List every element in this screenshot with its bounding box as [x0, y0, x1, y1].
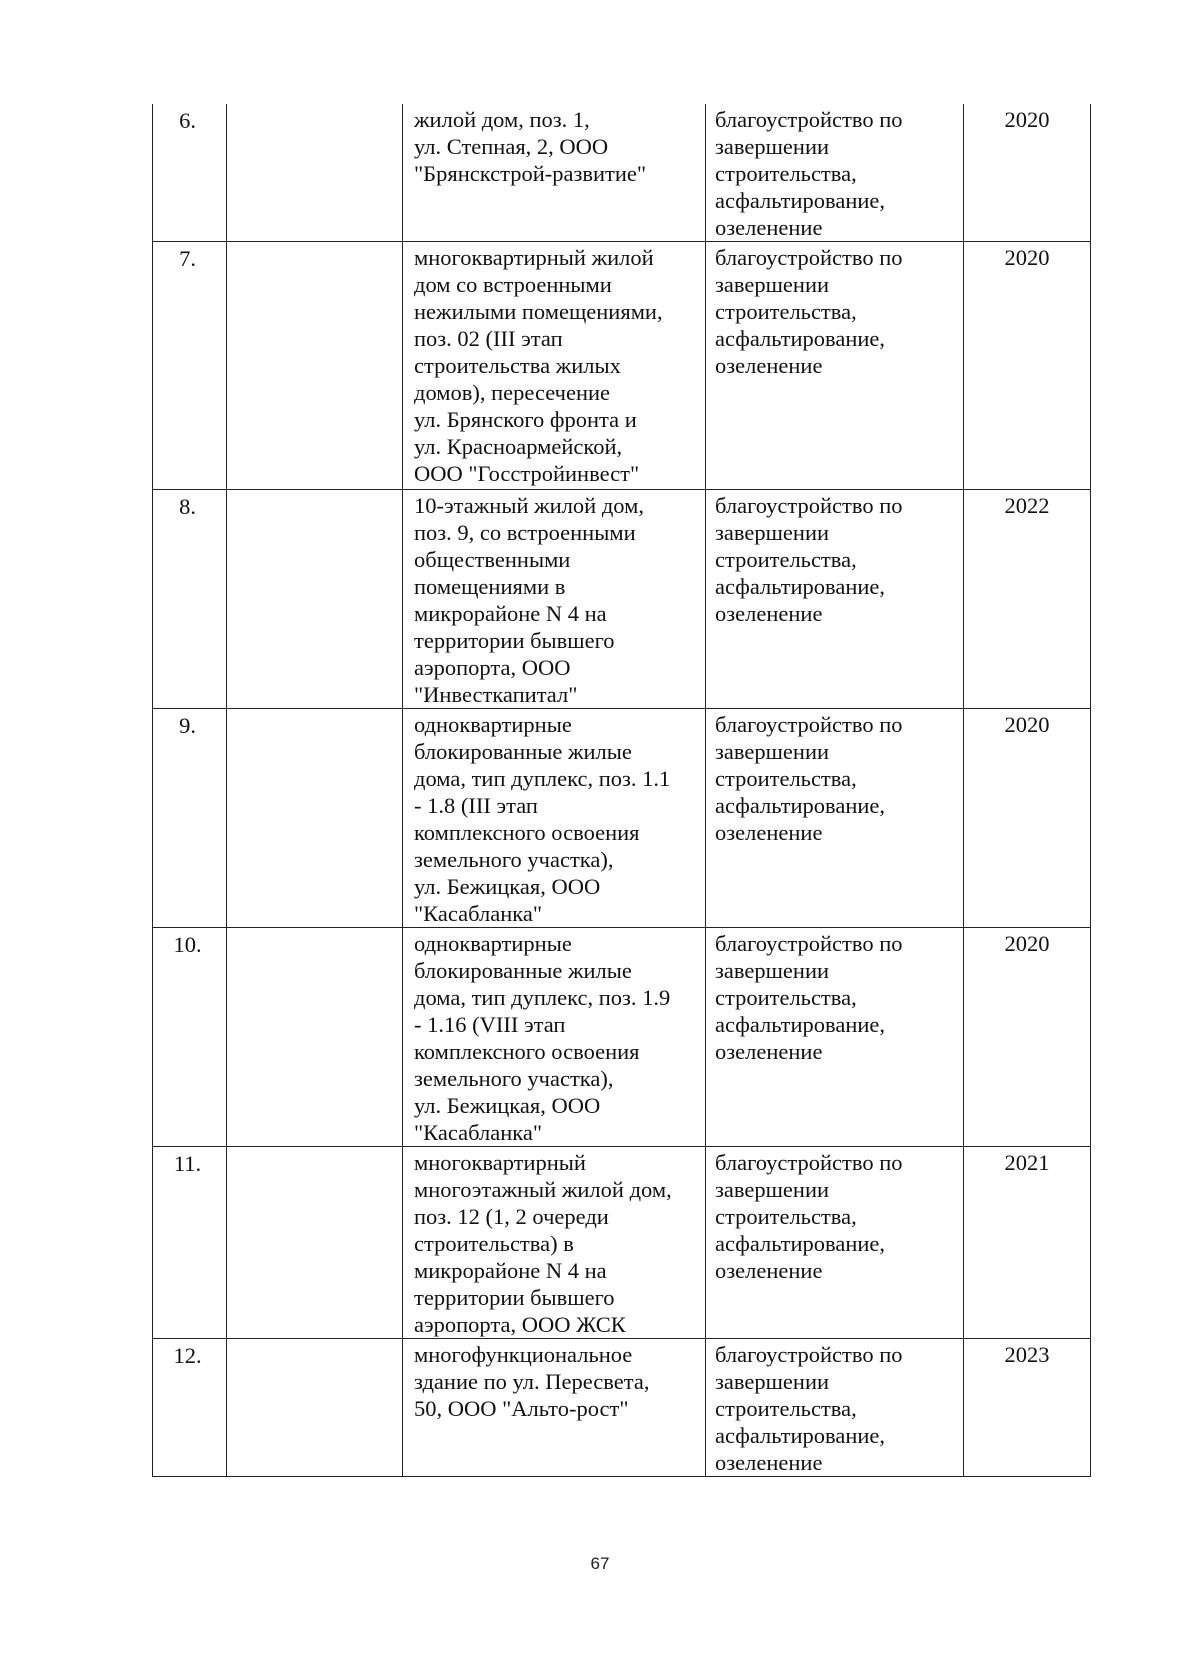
completion-year: 2021: [964, 1147, 1091, 1339]
table-row: [153, 928, 1091, 1147]
row-number: 6.: [179, 108, 196, 133]
object-description: многофункциональное здание по ул. Пересвета, 50, ООО "Альто-рост": [403, 1339, 706, 1477]
empty-cell: [227, 709, 403, 928]
row-number: 12.: [173, 1343, 202, 1368]
row-number: 10.: [173, 932, 202, 957]
table-row: [153, 1339, 1091, 1477]
empty-cell: [227, 928, 403, 1147]
works-description: благоустройство по завершении строительства, асфальтирование, озеленение: [706, 709, 964, 928]
object-description: многоквартирный жилой дом со встроенными нежилыми помещениями, поз. 02 (III этап строительства жилых домов), пересечение ул. Брянского фронта и ул. Красноармейской, ООО "Госстройинвест": [403, 242, 706, 490]
works-description: благоустройство по завершении строительства, асфальтирование, озеленение: [706, 104, 964, 242]
row-number: 7.: [179, 246, 196, 271]
works-description: благоустройство по завершении строительства, асфальтирование, озеленение: [706, 928, 964, 1147]
row-number: 8.: [179, 494, 196, 519]
table-row: [153, 490, 1091, 709]
row-number-cell: [153, 104, 227, 242]
empty-cell: [227, 490, 403, 709]
object-description: одноквартирные блокированные жилые дома, тип дуплекс, поз. 1.1 - 1.8 (III этап комплексного освоения земельного участка), ул. Бежицкая, ООО "Касабланка": [403, 709, 706, 928]
empty-cell: [227, 1339, 403, 1477]
objects-table-body: [153, 104, 1091, 1477]
row-number-cell: [153, 1339, 227, 1477]
table-row: [153, 242, 1091, 490]
works-description: благоустройство по завершении строительства, асфальтирование, озеленение: [706, 1147, 964, 1339]
objects-table: [152, 104, 1091, 1477]
object-description: многоквартирный многоэтажный жилой дом, поз. 12 (1, 2 очереди строительства) в микрорайоне N 4 на территории бывшего аэропорта, ООО ЖСК: [403, 1147, 706, 1339]
completion-year: 2022: [964, 490, 1091, 709]
completion-year: 2020: [964, 242, 1091, 490]
object-description: жилой дом, поз. 1, ул. Степная, 2, ООО "Брянскстрой-развитие": [403, 104, 706, 242]
works-description: благоустройство по завершении строительства, асфальтирование, озеленение: [706, 242, 964, 490]
object-description: 10-этажный жилой дом, поз. 9, со встроенными общественными помещениями в микрорайоне N 4 на территории бывшего аэропорта, ООО "Инвесткапитал": [403, 490, 706, 709]
table-row: [153, 1147, 1091, 1339]
object-description: одноквартирные блокированные жилые дома, тип дуплекс, поз. 1.9 - 1.16 (VIII этап комплексного освоения земельного участка), ул. Бежицкая, ООО "Касабланка": [403, 928, 706, 1147]
empty-cell: [227, 242, 403, 490]
empty-cell: [227, 104, 403, 242]
row-number-cell: [153, 709, 227, 928]
completion-year: 2020: [964, 928, 1091, 1147]
row-number-cell: [153, 928, 227, 1147]
table-row: [153, 104, 1091, 242]
row-number-cell: [153, 1147, 227, 1339]
completion-year: 2020: [964, 104, 1091, 242]
completion-year: 2020: [964, 709, 1091, 928]
row-number: 11.: [173, 1151, 202, 1176]
works-description: благоустройство по завершении строительства, асфальтирование, озеленение: [706, 1339, 964, 1477]
row-number-cell: [153, 490, 227, 709]
row-number: 9.: [179, 713, 196, 738]
row-number-cell: [153, 242, 227, 490]
table-row: [153, 709, 1091, 928]
works-description: благоустройство по завершении строительства, асфальтирование, озеленение: [706, 490, 964, 709]
empty-cell: [227, 1147, 403, 1339]
page-number: 67: [590, 1554, 610, 1573]
completion-year: 2023: [964, 1339, 1091, 1477]
